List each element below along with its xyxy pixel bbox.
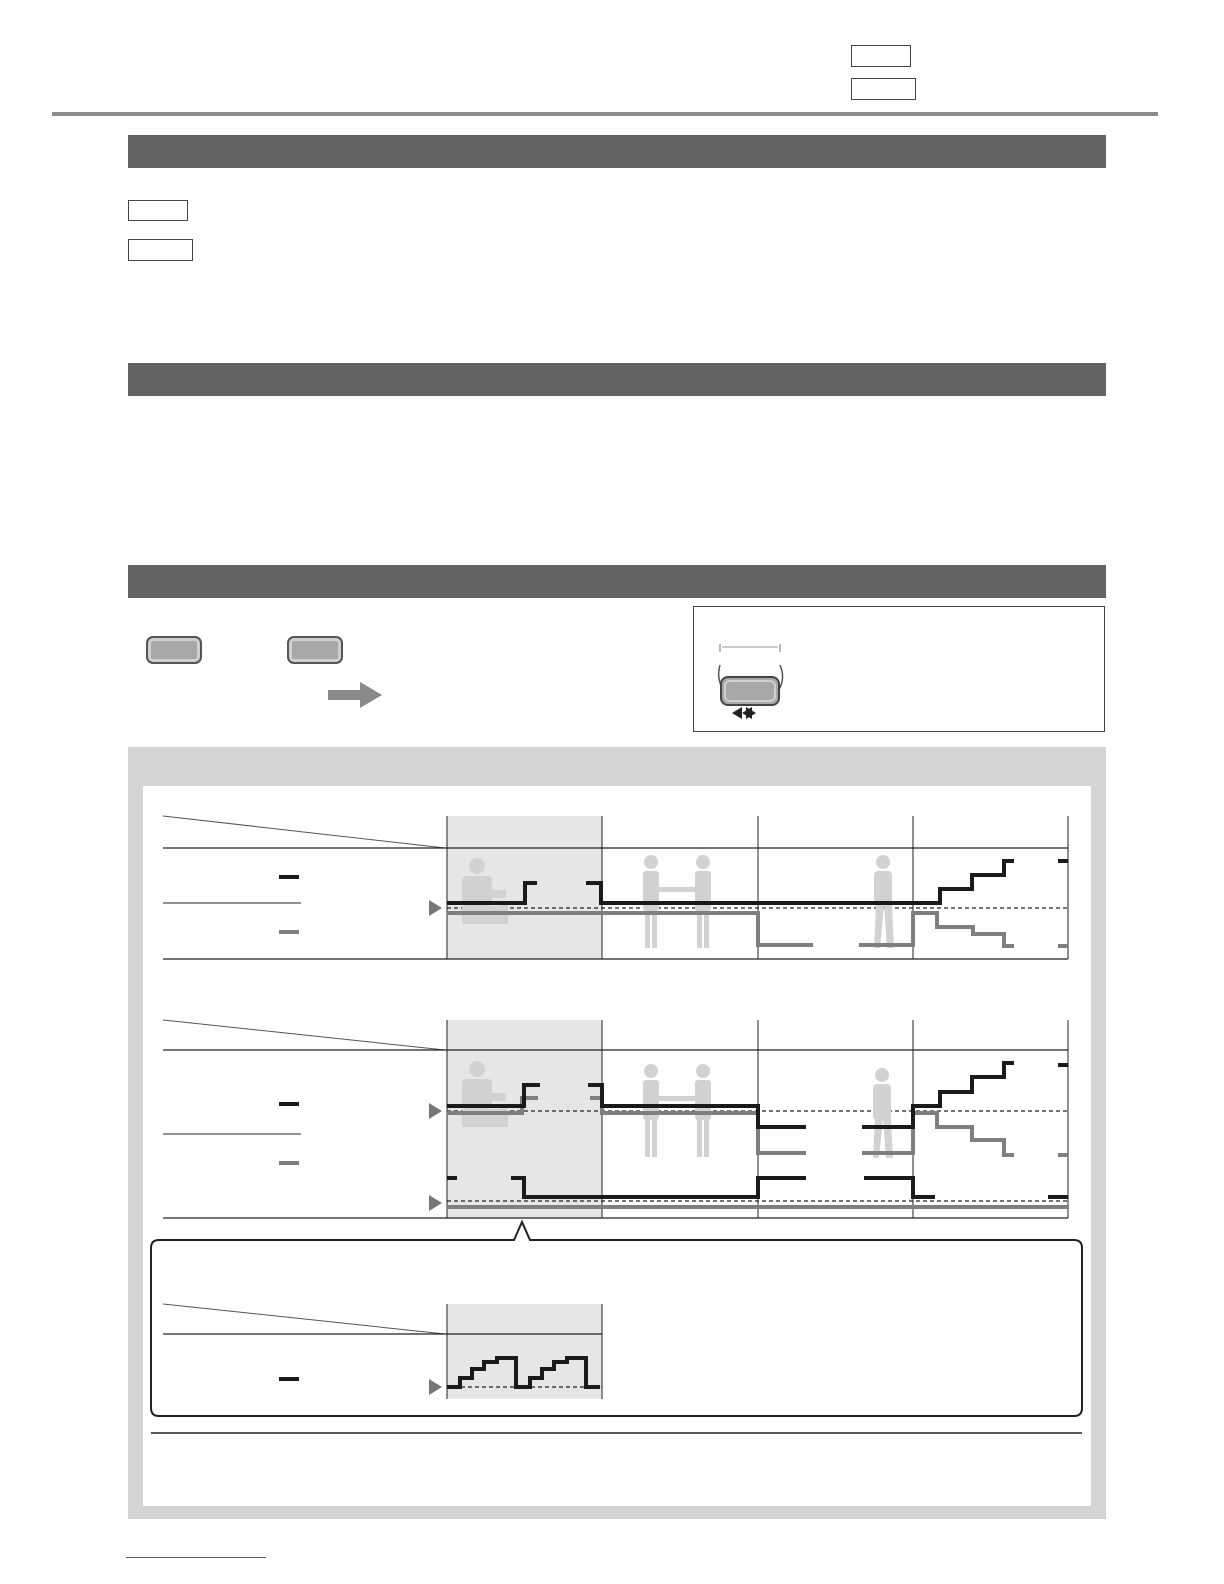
section-bar-3 bbox=[128, 565, 1106, 598]
operation-button-b[interactable] bbox=[287, 636, 343, 664]
header-box-2 bbox=[851, 78, 916, 100]
section-bar-2 bbox=[128, 363, 1106, 396]
side-note-box bbox=[693, 606, 1105, 732]
section-bar-1 bbox=[128, 135, 1106, 168]
left-right-arrows-icon bbox=[732, 707, 756, 719]
diagram-panel bbox=[143, 786, 1091, 1506]
operation-button-a[interactable] bbox=[146, 636, 202, 664]
header-box-1 bbox=[851, 45, 911, 67]
label-box-1 bbox=[128, 200, 188, 221]
label-box-2 bbox=[128, 239, 193, 261]
footer-link[interactable] bbox=[126, 1557, 266, 1558]
remote-button-illustration bbox=[702, 607, 822, 731]
header-rule bbox=[52, 112, 1158, 116]
